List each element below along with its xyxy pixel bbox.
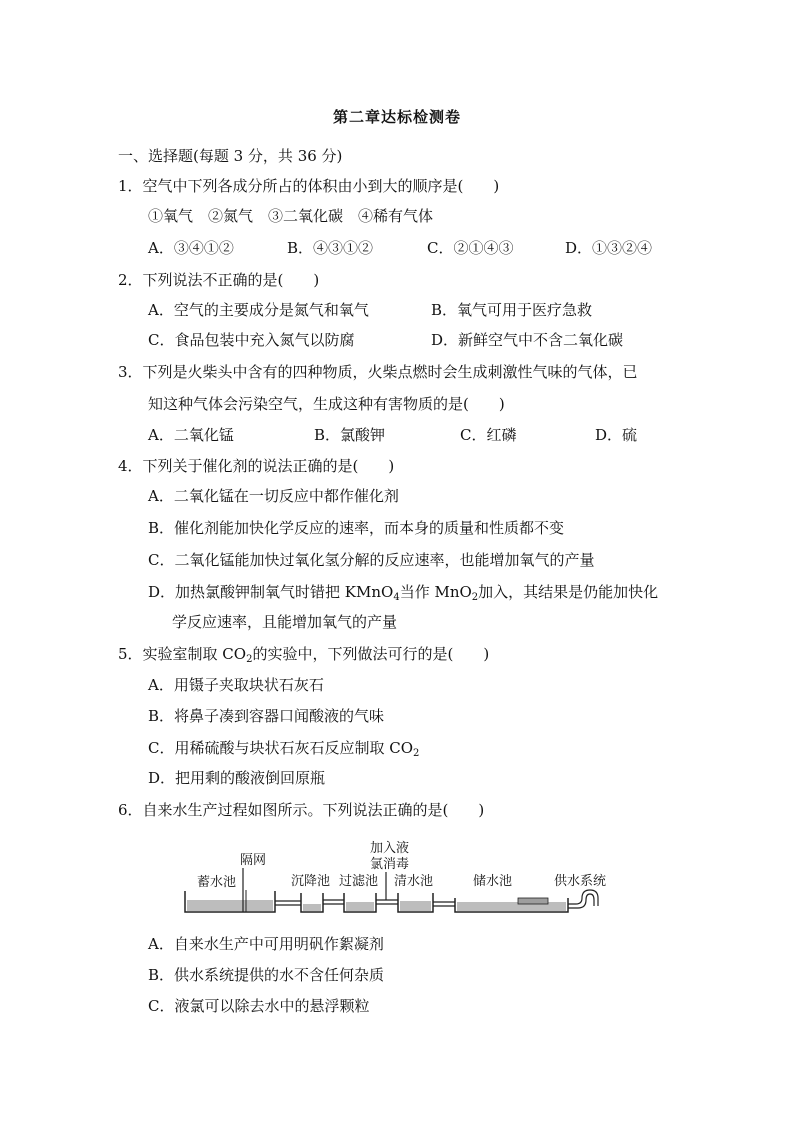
subscript-2: 2 <box>413 748 420 759</box>
question-6-stem: 6．自来水生产过程如图所示。下列说法正确的是( ) <box>118 801 485 819</box>
question-2-option-b[interactable]: B．氧气可用于医疗急救 <box>431 301 593 319</box>
question-6-option-b[interactable]: B．供水系统提供的水不含任何杂质 <box>148 966 385 984</box>
section-heading: 一、选择题(每题 3 分，共 36 分) <box>118 147 343 165</box>
label-clean-pool: 清水池 <box>394 874 434 889</box>
question-4-option-d-line-2: 学反应速率，且能增加氧气的产量 <box>172 613 398 631</box>
subscript-4: 4 <box>393 592 400 603</box>
question-5-option-b[interactable]: B．将鼻子凑到容器口闻酸液的气味 <box>148 707 385 725</box>
question-4-stem: 4．下列关于催化剂的说法正确的是( ) <box>118 457 395 475</box>
question-1-option-b[interactable]: B．④③①② <box>287 239 374 257</box>
question-5-option-a[interactable]: A．用镊子夹取块状石灰石 <box>148 676 324 694</box>
settling-pool-water <box>303 904 321 911</box>
question-1-option-c[interactable]: C．②①④③ <box>427 239 514 257</box>
label-filter-pool: 过滤池 <box>339 874 379 889</box>
question-3-option-b[interactable]: B．氯酸钾 <box>314 426 386 444</box>
label-supply-system: 供水系统 <box>554 874 607 889</box>
question-4-option-b[interactable]: B．催化剂能加快化学反应的速率，而本身的质量和性质都不变 <box>148 519 565 537</box>
question-4-option-d-text-a: D．加热氯酸钾制氧气时错把 KMnO <box>148 583 394 601</box>
storage-pool-water <box>187 900 273 911</box>
question-1-items: ①氧气 ②氮气 ③二氧化碳 ④稀有气体 <box>148 207 434 225</box>
question-6-option-c[interactable]: C．液氯可以除去水中的悬浮颗粒 <box>148 997 370 1015</box>
question-6-option-a[interactable]: A．自来水生产中可用明矾作絮凝剂 <box>148 935 384 953</box>
water-treatment-diagram <box>180 838 620 918</box>
reservoir-water <box>457 902 566 911</box>
question-5-option-c-text: C．用稀硫酸与块状石灰石反应制取 CO <box>148 739 414 757</box>
question-5-stem-b: 的实验中，下列做法可行的是( ) <box>252 645 490 663</box>
label-chlorine-line-1: 加入液 <box>370 841 410 856</box>
label-storage-pool: 蓄水池 <box>197 875 237 890</box>
question-5-option-c[interactable] <box>148 738 419 758</box>
question-3-option-a[interactable]: A．二氧化锰 <box>148 426 234 444</box>
subscript-2: 2 <box>471 592 479 603</box>
question-3-option-d[interactable]: D．硫 <box>595 426 638 444</box>
label-reservoir: 储水池 <box>473 874 513 889</box>
question-5-option-d[interactable]: D．把用剩的酸液倒回原瓶 <box>148 769 326 787</box>
clean-pool-water <box>400 901 431 911</box>
question-1-option-a[interactable]: A．③④①② <box>148 239 234 257</box>
question-5-stem <box>118 644 489 664</box>
subscript-2: 2 <box>246 654 253 665</box>
question-4-option-d-text-c: 加入，其结果是仍能加快化 <box>478 583 659 601</box>
label-chlorine-line-2: 氯消毒 <box>370 857 410 872</box>
question-4-option-d[interactable] <box>148 582 658 602</box>
filter-pool-water <box>346 902 374 911</box>
question-3-stem-line-1: 3．下列是火柴头中含有的四种物质，火柴点燃时会生成刺激性气味的气体，已 <box>118 363 638 381</box>
page-title: 第二章达标检测卷 <box>332 108 461 126</box>
question-3-stem-line-2: 知这种气体会污染空气，生成这种有害物质的是( ) <box>148 395 505 413</box>
question-2-option-c[interactable]: C．食品包装中充入氮气以防腐 <box>148 331 355 349</box>
question-4-option-c[interactable]: C．二氧化锰能加快过氧化氢分解的反应速率，也能增加氧气的产量 <box>148 551 595 569</box>
question-4-option-d-text-b: 当作 MnO <box>399 583 472 601</box>
question-5-stem-a: 5．实验室制取 CO <box>118 645 247 663</box>
reservoir-step <box>518 898 548 904</box>
question-2-stem: 2．下列说法不正确的是( ) <box>118 271 320 289</box>
question-4-option-a[interactable]: A．二氧化锰在一切反应中都作催化剂 <box>148 487 399 505</box>
question-2-option-a[interactable]: A．空气的主要成分是氮气和氧气 <box>148 301 369 319</box>
question-1-stem: 1．空气中下列各成分所占的体积由小到大的顺序是( ) <box>118 177 500 195</box>
question-2-option-d[interactable]: D．新鲜空气中不含二氧化碳 <box>431 331 624 349</box>
question-3-option-c[interactable]: C．红磷 <box>460 426 517 444</box>
label-screen: 隔网 <box>240 853 267 868</box>
label-settling-pool: 沉降池 <box>291 874 331 889</box>
question-1-option-d[interactable]: D．①③②④ <box>565 239 653 257</box>
